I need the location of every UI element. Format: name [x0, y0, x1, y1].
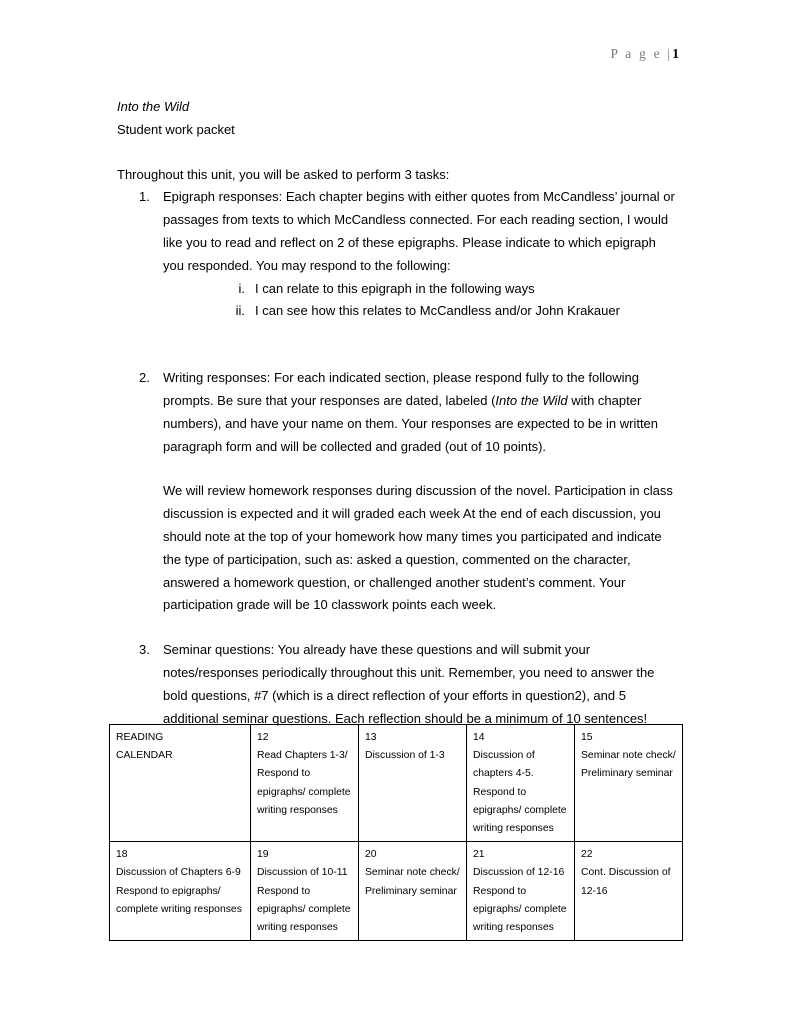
document-body [117, 96, 677, 730]
day-number: 15 [581, 732, 593, 743]
task-text: Each chapter begins with either quotes from McCandless’ journal or passages from texts to which McCandless connected. For each reading section, I would like you to read and reflect on 2 of these epigraphs. Please indicate to which epigraph you responded. You may respond to the following: [163, 189, 675, 273]
sub-item [117, 278, 677, 301]
day-text: Discussion of 1-3 [365, 750, 445, 762]
page-label: P a g e | [610, 46, 673, 61]
task-text: For each indicated section, please [270, 370, 475, 386]
task-lead: Seminar questions [163, 642, 271, 658]
day-number: 20 [365, 849, 377, 861]
day-number: 21 [473, 849, 485, 861]
book-title-inline: Into the Wild [495, 392, 568, 408]
day-text: Discussion of Chapters 6-9 Respond to epigraphs/ complete writing responses [116, 867, 242, 915]
task-epigraph [117, 186, 677, 277]
reading-calendar [109, 724, 683, 941]
sub-item-numeral: i. [238, 280, 245, 296]
day-number: 22 [581, 849, 593, 861]
day-number: 13 [365, 732, 377, 743]
calendar-cell [251, 842, 359, 941]
task-lead: Writing responses: [163, 370, 271, 386]
task-text: with chapter numbers), and have your name on them. Your responses are expected to be in written paragraph form and will be collected and graded (out of 10 points). [163, 392, 659, 454]
sub-item [117, 300, 677, 323]
day-text: Cont. Discussion of 12-16 [581, 867, 671, 897]
task-emphasis: Each reflection should be a minimum of 10 sentences! [335, 710, 648, 726]
task-text: : You already have these questions and will submit your notes/responses periodically throughout this unit. Remember, you need to answer the bold questions, #7 (which is a direct reflection of your efforts in question2), and 5 additional seminar questions. [163, 642, 655, 726]
intro-text: Throughout this unit, you will be asked to perform 3 tasks: [117, 166, 450, 182]
calendar-cell [110, 842, 251, 941]
page-number [611, 46, 680, 62]
task-writing [117, 367, 677, 458]
day-text: Seminar note check/ Preliminary seminar [365, 867, 460, 897]
page-number-value: 1 [672, 46, 679, 61]
calendar-cell [467, 725, 575, 842]
calendar-cell [359, 725, 467, 842]
day-text: Read Chapters 1-3/ Respond to epigraphs/ complete writing responses [257, 750, 351, 816]
calendar-cell [575, 842, 683, 941]
calendar-cell [575, 725, 683, 842]
sub-item-numeral: ii. [235, 303, 245, 319]
sub-item-text: I can see how this relates to McCandless and/or John Krakauer [255, 303, 620, 319]
day-text: Discussion of 10-11 Respond to epigraphs/ complete writing responses [257, 867, 351, 934]
day-number: 18 [116, 849, 128, 861]
day-number: 19 [257, 849, 269, 861]
day-text: Seminar note check/ Preliminary seminar [581, 750, 676, 780]
task-number: 1. [139, 189, 150, 205]
day-text: Discussion of chapters 4-5. Respond to epigraphs/ complete writing responses [473, 750, 567, 835]
calendar-cell [359, 842, 467, 941]
task-emphasis: how many times you participated and indicate the type of participation [163, 528, 662, 567]
calendar-title [110, 725, 251, 842]
task-lead: Epigraph responses: [163, 189, 283, 205]
calendar-title-line: READING [116, 732, 164, 743]
task-text: should note at the top of your homework [163, 528, 399, 544]
calendar-cell [251, 725, 359, 842]
day-text: Discussion of 12-16 Respond to epigraphs/ complete writing responses [473, 867, 567, 934]
task-text: We will review homework responses during discussion of the novel. Participation in class discussion is expected and it will graded each week At the end of each discussion, [163, 483, 673, 522]
packet-subtitle: Student work packet [117, 121, 235, 137]
task-writing-participation [117, 480, 677, 617]
book-title: Into the Wild [117, 99, 190, 114]
task-emphasis: respond fully [474, 370, 549, 386]
task-text: to the following prompts. Be sure that your responses are dated, labeled ( [163, 370, 639, 408]
sub-item-text: I can relate to this epigraph in the following ways [255, 280, 535, 296]
calendar-cell [467, 842, 575, 941]
task-seminar [117, 639, 677, 730]
day-number: 12 [257, 732, 269, 743]
calendar-title-line: CALENDAR [116, 750, 173, 762]
task-emphasis: you [639, 506, 661, 522]
calendar-row [110, 725, 683, 842]
task-number: 2. [139, 370, 150, 386]
calendar-row [110, 842, 683, 941]
day-number: 14 [473, 732, 485, 743]
task-text: , such as: asked a question, commented on the character, answered a homework question, or challenged another student’s comment. Your participation grade will be 10 classwork points each week. [163, 551, 631, 613]
task-number: 3. [139, 642, 150, 658]
